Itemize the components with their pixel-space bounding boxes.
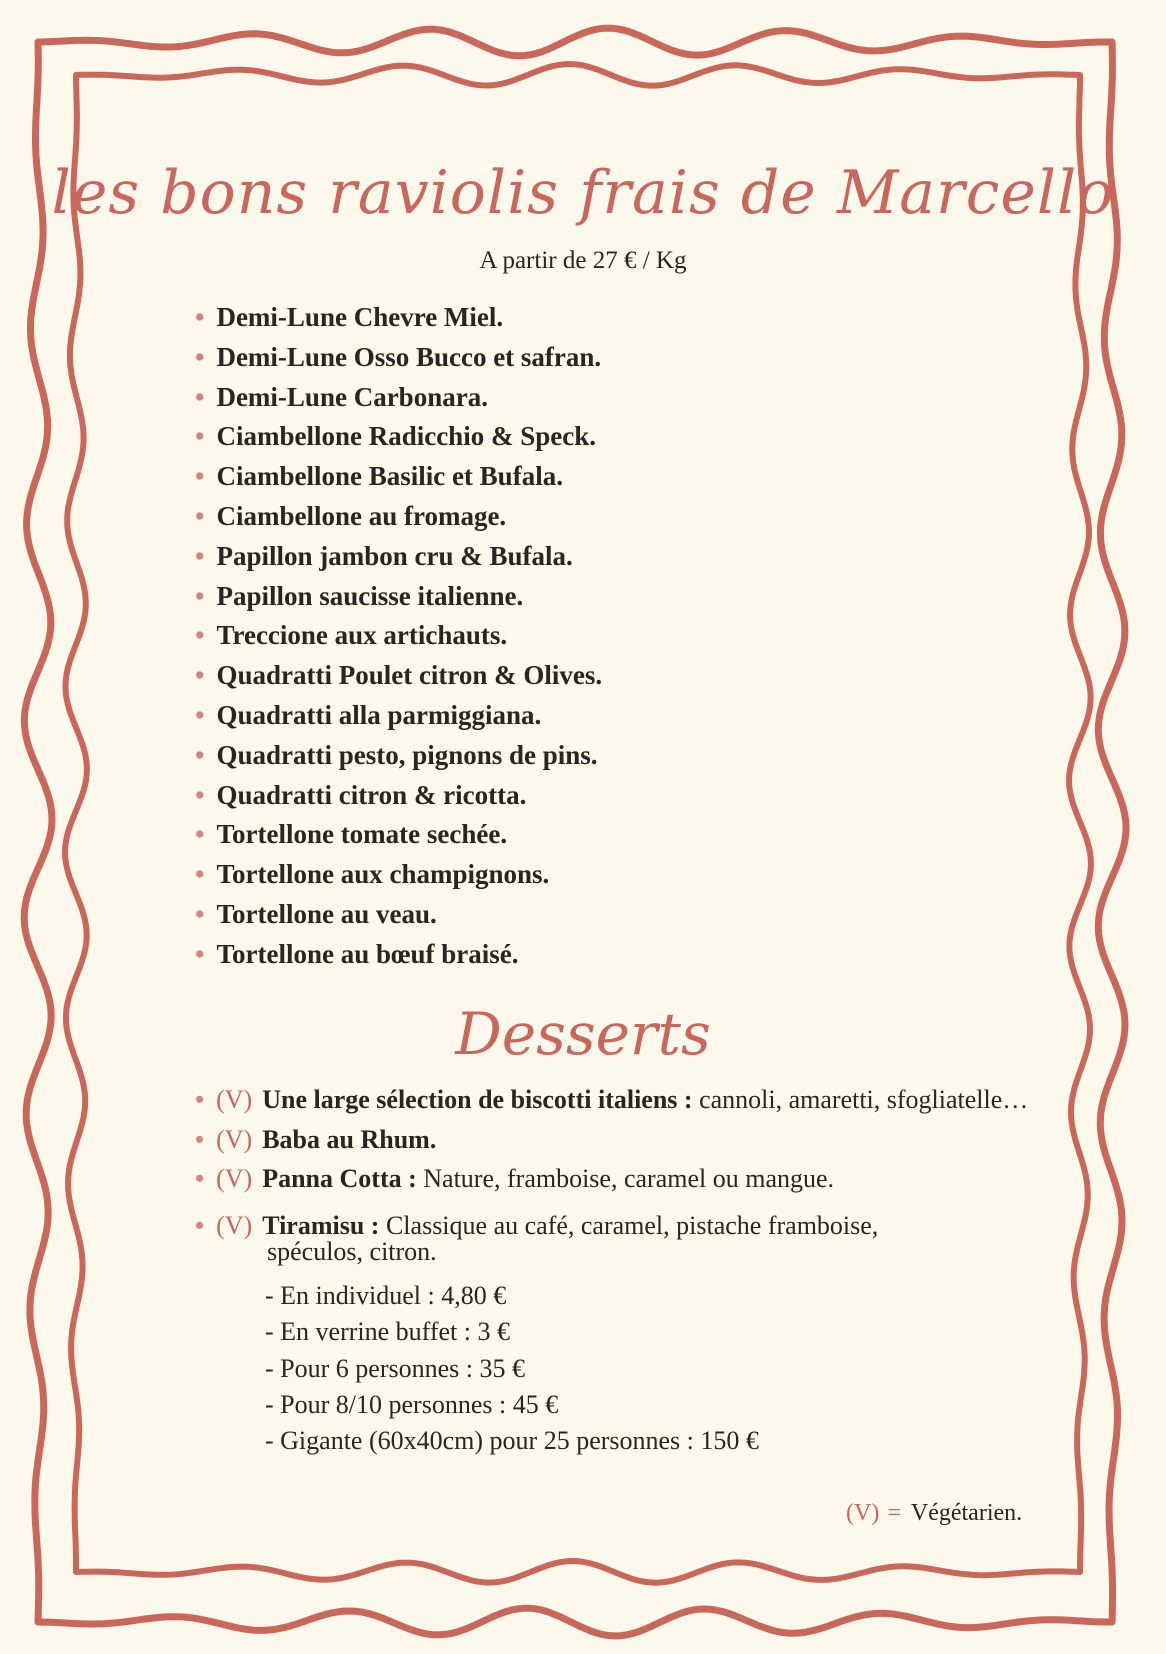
ravioli-item-label: Papillon jambon cru & Bufala. <box>216 540 573 571</box>
tiramisu-price-option: - En verrine buffet : 3 € <box>265 1317 510 1347</box>
ravioli-list <box>195 298 602 975</box>
legend-equals: = <box>887 1500 901 1526</box>
bullet-dot: • <box>195 500 205 531</box>
ravioli-item-label: Ciambellone au fromage. <box>216 500 507 531</box>
ravioli-item <box>195 895 602 935</box>
bullet-dot: • <box>195 859 205 890</box>
ravioli-item <box>195 736 602 776</box>
tiramisu-detail-line1: Classique au café, caramel, pistache framboise, <box>385 1211 879 1240</box>
dessert-name: Une large sélection de biscotti italiens : <box>262 1085 693 1114</box>
bullet-dot: • <box>195 819 205 850</box>
bullet-dot: • <box>195 660 205 691</box>
page-title: les bons raviolis frais de Marcello <box>51 158 1115 228</box>
dessert-list <box>195 1080 1028 1199</box>
price-subtitle: A partir de 27 € / Kg <box>479 247 687 274</box>
tiramisu-item <box>195 1213 878 1265</box>
dessert-name: Panna Cotta : <box>262 1164 417 1193</box>
ravioli-item-label: Tortellone tomate sechée. <box>216 819 508 850</box>
bullet-dot: • <box>195 580 205 611</box>
bullet-dot: • <box>195 1164 205 1193</box>
bullet-dot: • <box>195 302 205 332</box>
bullet-dot: • <box>195 898 205 929</box>
ravioli-item-label: Tortellone au bœuf braisé. <box>216 938 519 969</box>
ravioli-item <box>195 815 602 855</box>
desserts-title: Desserts <box>455 1000 711 1068</box>
ravioli-item <box>195 298 602 338</box>
tiramisu-price-option: - Pour 6 personnes : 35 € <box>265 1353 525 1383</box>
dessert-detail: Nature, framboise, caramel ou mangue. <box>423 1164 835 1193</box>
ravioli-item-label: Quadratti alla parmiggiana. <box>216 699 542 730</box>
tiramisu-price-option: - Pour 8/10 personnes : 45 € <box>265 1389 559 1419</box>
bullet-dot: • <box>195 540 205 571</box>
ravioli-item <box>195 696 602 736</box>
bullet-dot: • <box>195 620 205 651</box>
ravioli-item <box>195 855 602 895</box>
dessert-detail: cannoli, amaretti, sfogliatelle… <box>699 1085 1029 1114</box>
tiramisu-name: Tiramisu : <box>262 1211 380 1240</box>
ravioli-item <box>195 776 602 816</box>
bullet-dot: • <box>195 938 205 969</box>
tiramisu-price-option: - Gigante (60x40cm) pour 25 personnes : 150 € <box>265 1426 759 1456</box>
bullet-dot: • <box>195 421 205 452</box>
ravioli-item-label: Tortellone au veau. <box>216 898 437 929</box>
veg-tag: (V) <box>216 1164 253 1193</box>
ravioli-item-label: Treccione aux artichauts. <box>216 620 508 651</box>
ravioli-item <box>195 656 602 696</box>
ravioli-item <box>195 497 602 537</box>
ravioli-item <box>195 616 602 656</box>
ravioli-item <box>195 378 602 418</box>
bullet-dot: • <box>195 779 205 810</box>
ravioli-item <box>195 457 602 497</box>
dessert-name: Baba au Rhum. <box>262 1124 437 1154</box>
legend-tag: (V) <box>846 1500 880 1526</box>
bullet-dot: • <box>195 381 205 412</box>
veg-tag: (V) <box>216 1085 253 1114</box>
bullet-dot: • <box>195 699 205 730</box>
ravioli-item <box>195 338 602 378</box>
bullet-dot: • <box>195 1211 205 1240</box>
dessert-item <box>195 1120 1028 1160</box>
bullet-dot: • <box>195 461 205 492</box>
bullet-dot: • <box>195 1124 205 1154</box>
dessert-item <box>195 1159 1028 1199</box>
ravioli-item <box>195 537 602 577</box>
veg-tag: (V) <box>216 1124 253 1154</box>
bullet-dot: • <box>195 739 205 770</box>
ravioli-item-label: Quadratti citron & ricotta. <box>216 779 527 810</box>
legend-text: Végétarien. <box>910 1500 1023 1526</box>
veg-tag: (V) <box>216 1211 253 1240</box>
ravioli-item <box>195 935 602 975</box>
dessert-item <box>195 1080 1028 1120</box>
ravioli-item-label: Demi-Lune Chevre Miel. <box>216 302 504 332</box>
tiramisu-price-option: - En individuel : 4,80 € <box>265 1281 507 1310</box>
ravioli-item-label: Papillon saucisse italienne. <box>216 580 524 611</box>
ravioli-item-label: Ciambellone Radicchio & Speck. <box>216 421 596 452</box>
ravioli-item-label: Demi-Lune Carbonara. <box>216 381 488 412</box>
vegetarian-legend <box>846 1500 1022 1527</box>
ravioli-item <box>195 417 602 457</box>
ravioli-item-label: Tortellone aux champignons. <box>216 859 550 890</box>
bullet-dot: • <box>195 1085 205 1114</box>
ravioli-item-label: Quadratti pesto, pignons de pins. <box>216 739 598 770</box>
ravioli-item-label: Demi-Lune Osso Bucco et safran. <box>216 341 602 372</box>
ravioli-item <box>195 577 602 617</box>
tiramisu-detail-line2: spéculos, citron. <box>267 1237 437 1266</box>
ravioli-item-label: Quadratti Poulet citron & Olives. <box>216 660 603 691</box>
tiramisu-price-list <box>265 1278 759 1459</box>
ravioli-item-label: Ciambellone Basilic et Bufala. <box>216 461 563 492</box>
bullet-dot: • <box>195 341 205 372</box>
